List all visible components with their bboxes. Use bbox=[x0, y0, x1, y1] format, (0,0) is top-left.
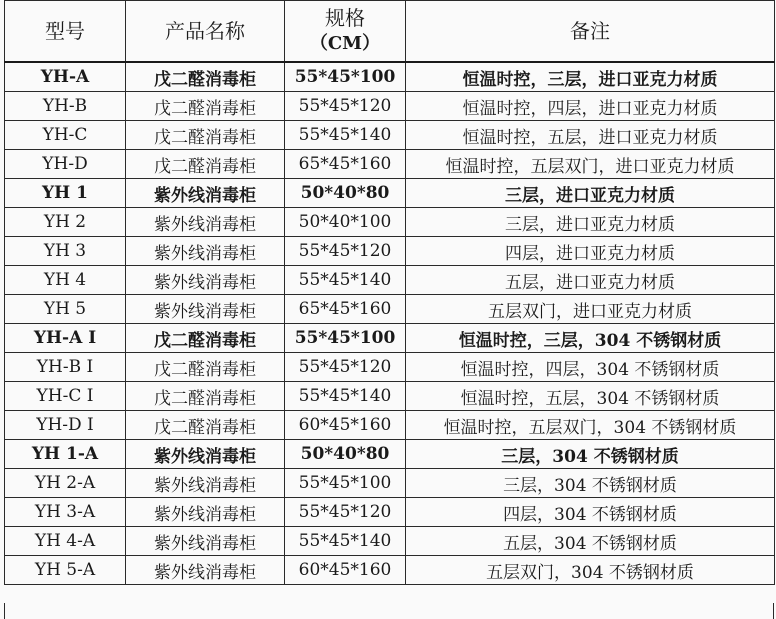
cell-note: 五层双门，304 不锈钢材质 bbox=[406, 556, 775, 585]
cell-model: YH 2-A bbox=[5, 469, 126, 498]
cell-product-name: 戊二醛消毒柜 bbox=[126, 411, 285, 440]
cell-note: 恒温时控，四层，进口亚克力材质 bbox=[406, 92, 775, 121]
cell-note: 恒温时控，五层双门，304 不锈钢材质 bbox=[406, 411, 775, 440]
cell-model: YH-C Ⅰ bbox=[5, 382, 126, 411]
cell-product-name: 戊二醛消毒柜 bbox=[126, 150, 285, 179]
cell-spec: 55*45*140 bbox=[285, 382, 406, 411]
header-spec-label: 规格 bbox=[325, 6, 365, 30]
cell-product-name: 紫外线消毒柜 bbox=[126, 556, 285, 585]
cell-model: YH 1-A bbox=[5, 440, 126, 469]
table-row bbox=[5, 92, 775, 121]
cell-note: 恒温时控，五层双门，进口亚克力材质 bbox=[406, 150, 775, 179]
cell-product-name: 戊二醛消毒柜 bbox=[126, 382, 285, 411]
cell-product-name: 紫外线消毒柜 bbox=[126, 295, 285, 324]
cell-model: YH-B bbox=[5, 92, 126, 121]
cell-note: 四层，进口亚克力材质 bbox=[406, 237, 775, 266]
cell-spec: 60*45*160 bbox=[285, 411, 406, 440]
cell-spec: 55*45*100 bbox=[285, 324, 406, 353]
table-row bbox=[5, 295, 775, 324]
header-spec bbox=[285, 1, 406, 63]
cell-spec: 55*45*140 bbox=[285, 121, 406, 150]
cell-product-name: 紫外线消毒柜 bbox=[126, 440, 285, 469]
cell-spec: 50*40*80 bbox=[285, 440, 406, 469]
cell-model: YH-D bbox=[5, 150, 126, 179]
cell-note: 五层，进口亚克力材质 bbox=[406, 266, 775, 295]
cell-model: YH 4 bbox=[5, 266, 126, 295]
cell-spec: 60*45*160 bbox=[285, 556, 406, 585]
cell-model: YH 3 bbox=[5, 237, 126, 266]
cell-spec: 65*45*160 bbox=[285, 295, 406, 324]
table-row bbox=[5, 237, 775, 266]
table-row bbox=[5, 527, 775, 556]
cell-note: 五层双门，进口亚克力材质 bbox=[406, 295, 775, 324]
table-row bbox=[5, 179, 775, 208]
header-spec-unit: （CM） bbox=[309, 33, 381, 54]
cell-note: 五层，304 不锈钢材质 bbox=[406, 527, 775, 556]
cell-note: 三层，304 不锈钢材质 bbox=[406, 469, 775, 498]
cell-spec: 55*45*140 bbox=[285, 527, 406, 556]
table-row bbox=[5, 382, 775, 411]
cell-product-name: 紫外线消毒柜 bbox=[126, 266, 285, 295]
cell-product-name: 紫外线消毒柜 bbox=[126, 527, 285, 556]
table-row bbox=[5, 498, 775, 527]
table-row bbox=[5, 469, 775, 498]
cell-spec: 55*45*140 bbox=[285, 266, 406, 295]
cell-note: 恒温时控，五层，304 不锈钢材质 bbox=[406, 382, 775, 411]
cell-model: YH-A bbox=[5, 62, 126, 92]
cell-spec: 50*40*80 bbox=[285, 179, 406, 208]
cell-note: 恒温时控，三层，304 不锈钢材质 bbox=[406, 324, 775, 353]
table-continuation bbox=[4, 603, 774, 619]
cell-spec: 50*40*100 bbox=[285, 208, 406, 237]
cell-product-name: 戊二醛消毒柜 bbox=[126, 324, 285, 353]
cell-model: YH 4-A bbox=[5, 527, 126, 556]
cell-model: YH 2 bbox=[5, 208, 126, 237]
table-row bbox=[5, 324, 775, 353]
cell-model: YH-B Ⅰ bbox=[5, 353, 126, 382]
table-row bbox=[5, 121, 775, 150]
header-product-name: 产品名称 bbox=[126, 1, 285, 63]
header-model: 型号 bbox=[5, 1, 126, 63]
cell-product-name: 戊二醛消毒柜 bbox=[126, 353, 285, 382]
cell-model: YH-D Ⅰ bbox=[5, 411, 126, 440]
cell-note: 恒温时控，五层，进口亚克力材质 bbox=[406, 121, 775, 150]
table-header-row bbox=[5, 1, 775, 63]
cell-product-name: 紫外线消毒柜 bbox=[126, 498, 285, 527]
cell-product-name: 紫外线消毒柜 bbox=[126, 179, 285, 208]
table-row bbox=[5, 440, 775, 469]
cell-product-name: 紫外线消毒柜 bbox=[126, 237, 285, 266]
cell-model: YH-C bbox=[5, 121, 126, 150]
cell-note: 恒温时控，四层，304 不锈钢材质 bbox=[406, 353, 775, 382]
cell-spec: 55*45*120 bbox=[285, 237, 406, 266]
cell-spec: 55*45*120 bbox=[285, 498, 406, 527]
cell-model: YH 5 bbox=[5, 295, 126, 324]
cell-note: 三层，304 不锈钢材质 bbox=[406, 440, 775, 469]
table-row bbox=[5, 411, 775, 440]
cell-product-name: 紫外线消毒柜 bbox=[126, 208, 285, 237]
table-row bbox=[5, 556, 775, 585]
table-row bbox=[5, 353, 775, 382]
table-row bbox=[5, 266, 775, 295]
cell-note: 三层，进口亚克力材质 bbox=[406, 179, 775, 208]
cell-note: 四层，304 不锈钢材质 bbox=[406, 498, 775, 527]
cell-spec: 55*45*100 bbox=[285, 469, 406, 498]
cell-model: YH 1 bbox=[5, 179, 126, 208]
table-row bbox=[5, 62, 775, 92]
cell-spec: 55*45*120 bbox=[285, 92, 406, 121]
cell-product-name: 紫外线消毒柜 bbox=[126, 469, 285, 498]
cell-spec: 65*45*160 bbox=[285, 150, 406, 179]
cell-model: YH 5-A bbox=[5, 556, 126, 585]
cell-spec: 55*45*100 bbox=[285, 62, 406, 92]
header-note: 备注 bbox=[406, 1, 775, 63]
cell-model: YH-A Ⅰ bbox=[5, 324, 126, 353]
cell-product-name: 戊二醛消毒柜 bbox=[126, 121, 285, 150]
cell-product-name: 戊二醛消毒柜 bbox=[126, 92, 285, 121]
cell-spec: 55*45*120 bbox=[285, 353, 406, 382]
cell-note: 恒温时控，三层，进口亚克力材质 bbox=[406, 62, 775, 92]
table-row bbox=[5, 150, 775, 179]
product-spec-table bbox=[4, 0, 775, 585]
cell-model: YH 3-A bbox=[5, 498, 126, 527]
cell-product-name: 戊二醛消毒柜 bbox=[126, 62, 285, 92]
cell-note: 三层，进口亚克力材质 bbox=[406, 208, 775, 237]
table-row bbox=[5, 208, 775, 237]
